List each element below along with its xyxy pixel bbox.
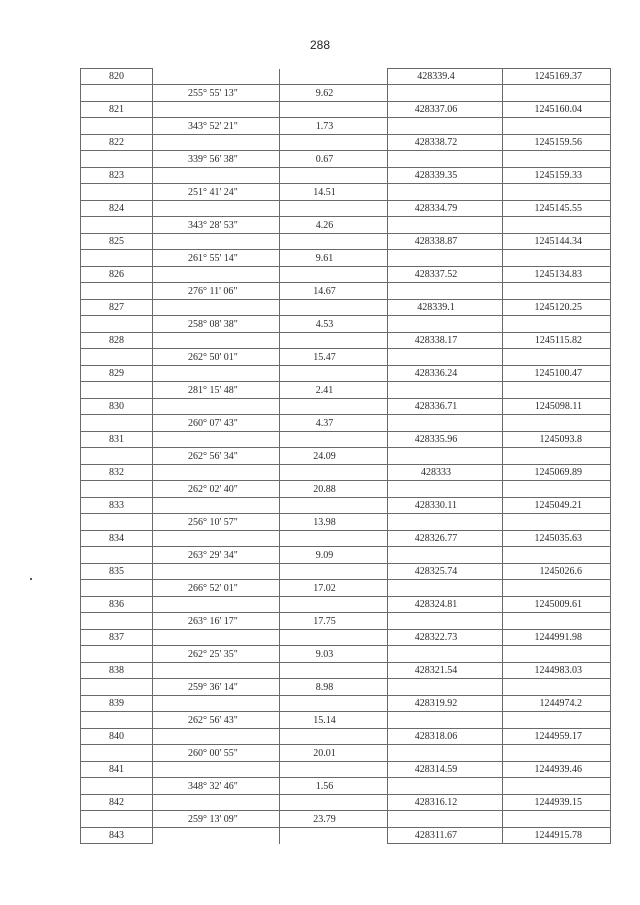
east-coordinate-cell — [503, 151, 611, 168]
north-coordinate-cell: 428325.74 — [388, 564, 503, 580]
north-coordinate-cell: 428319.92 — [388, 696, 503, 712]
point-id-cell: 841 — [81, 762, 153, 778]
table-row-station — [81, 69, 611, 85]
table-row-leg — [81, 151, 611, 168]
table-row-leg — [81, 184, 611, 201]
point-id-cell: 836 — [81, 597, 153, 613]
distance-cell: 24.09 — [280, 448, 388, 465]
point-id-cell — [81, 382, 153, 399]
table-row-station — [81, 795, 611, 811]
table-row-station — [81, 234, 611, 250]
east-coordinate-cell — [503, 316, 611, 333]
north-coordinate-cell: 428316.12 — [388, 795, 503, 811]
distance-cell — [280, 465, 388, 481]
table-row-leg — [81, 415, 611, 432]
east-coordinate-cell: 1244959.17 — [503, 729, 611, 745]
table-row-station — [81, 663, 611, 679]
north-coordinate-cell: 428337.52 — [388, 267, 503, 283]
table-body — [81, 69, 611, 844]
point-id-cell — [81, 547, 153, 564]
bearing-cell: 262° 02' 40" — [153, 481, 280, 498]
distance-cell: 1.73 — [280, 118, 388, 135]
north-coordinate-cell — [388, 811, 503, 828]
distance-cell — [280, 630, 388, 646]
bearing-cell: 259° 13' 09" — [153, 811, 280, 828]
survey-coordinates-table — [80, 68, 611, 844]
east-coordinate-cell: 1245100.47 — [503, 366, 611, 382]
north-coordinate-cell: 428322.73 — [388, 630, 503, 646]
point-id-cell: 835 — [81, 564, 153, 580]
point-id-cell — [81, 712, 153, 729]
bearing-cell — [153, 432, 280, 448]
east-coordinate-cell — [503, 118, 611, 135]
east-coordinate-cell — [503, 184, 611, 201]
point-id-cell — [81, 448, 153, 465]
east-coordinate-cell — [503, 481, 611, 498]
north-coordinate-cell: 428336.24 — [388, 366, 503, 382]
bearing-cell: 258° 08' 38" — [153, 316, 280, 333]
point-id-cell — [81, 679, 153, 696]
bearing-cell — [153, 234, 280, 250]
east-coordinate-cell: 1245098.11 — [503, 399, 611, 415]
bearing-cell — [153, 69, 280, 85]
north-coordinate-cell — [388, 745, 503, 762]
table-row-station — [81, 531, 611, 547]
north-coordinate-cell — [388, 85, 503, 102]
point-id-cell: 842 — [81, 795, 153, 811]
table-row-station — [81, 498, 611, 514]
distance-cell: 4.37 — [280, 415, 388, 432]
point-id-cell — [81, 811, 153, 828]
distance-cell — [280, 696, 388, 712]
bearing-cell: 343° 52' 21" — [153, 118, 280, 135]
distance-cell: 14.51 — [280, 184, 388, 201]
distance-cell — [280, 300, 388, 316]
point-id-cell — [81, 415, 153, 432]
point-id-cell: 820 — [81, 69, 153, 85]
east-coordinate-cell: 1244983.03 — [503, 663, 611, 679]
margin-speck — [30, 578, 32, 580]
north-coordinate-cell: 428336.71 — [388, 399, 503, 415]
bearing-cell — [153, 333, 280, 349]
point-id-cell — [81, 316, 153, 333]
distance-cell: 15.14 — [280, 712, 388, 729]
east-coordinate-cell — [503, 778, 611, 795]
north-coordinate-cell: 428339.35 — [388, 168, 503, 184]
bearing-cell — [153, 729, 280, 745]
east-coordinate-cell — [503, 811, 611, 828]
east-coordinate-cell — [503, 283, 611, 300]
bearing-cell — [153, 399, 280, 415]
bearing-cell — [153, 300, 280, 316]
distance-cell — [280, 366, 388, 382]
point-id-cell — [81, 349, 153, 366]
point-id-cell — [81, 151, 153, 168]
bearing-cell: 259° 36' 14" — [153, 679, 280, 696]
bearing-cell: 263° 16' 17" — [153, 613, 280, 630]
distance-cell: 14.67 — [280, 283, 388, 300]
table-row-station — [81, 432, 611, 448]
table-row-leg — [81, 349, 611, 366]
east-coordinate-cell — [503, 448, 611, 465]
east-coordinate-cell: 1244939.15 — [503, 795, 611, 811]
distance-cell: 4.53 — [280, 316, 388, 333]
point-id-cell: 830 — [81, 399, 153, 415]
point-id-cell: 826 — [81, 267, 153, 283]
bearing-cell — [153, 564, 280, 580]
point-id-cell — [81, 745, 153, 762]
table-row-station — [81, 168, 611, 184]
point-id-cell: 823 — [81, 168, 153, 184]
distance-cell — [280, 795, 388, 811]
table-row-leg — [81, 646, 611, 663]
east-coordinate-cell: 1244991.98 — [503, 630, 611, 646]
point-id-cell — [81, 514, 153, 531]
table-row-leg — [81, 382, 611, 399]
distance-cell — [280, 234, 388, 250]
table-row-leg — [81, 250, 611, 267]
distance-cell: 13.98 — [280, 514, 388, 531]
point-id-cell: 821 — [81, 102, 153, 118]
table-row-station — [81, 300, 611, 316]
north-coordinate-cell — [388, 316, 503, 333]
north-coordinate-cell — [388, 613, 503, 630]
table-row-leg — [81, 118, 611, 135]
table-row-leg — [81, 580, 611, 597]
bearing-cell: 260° 07' 43" — [153, 415, 280, 432]
east-coordinate-cell: 1245049.21 — [503, 498, 611, 514]
point-id-cell — [81, 283, 153, 300]
north-coordinate-cell — [388, 778, 503, 795]
table-row-leg — [81, 712, 611, 729]
east-coordinate-cell: 1244915.78 — [503, 828, 611, 844]
north-coordinate-cell — [388, 547, 503, 564]
east-coordinate-cell — [503, 415, 611, 432]
distance-cell — [280, 432, 388, 448]
point-id-cell: 838 — [81, 663, 153, 679]
bearing-cell: 339° 56' 38" — [153, 151, 280, 168]
point-id-cell: 825 — [81, 234, 153, 250]
distance-cell: 15.47 — [280, 349, 388, 366]
bearing-cell: 262° 50' 01" — [153, 349, 280, 366]
table-row-station — [81, 762, 611, 778]
north-coordinate-cell — [388, 151, 503, 168]
distance-cell — [280, 333, 388, 349]
table-row-leg — [81, 217, 611, 234]
east-coordinate-cell — [503, 679, 611, 696]
east-coordinate-cell: 1245160.04 — [503, 102, 611, 118]
bearing-cell: 343° 28' 53" — [153, 217, 280, 234]
table-row-leg — [81, 745, 611, 762]
bearing-cell — [153, 795, 280, 811]
table-row-station — [81, 333, 611, 349]
distance-cell — [280, 597, 388, 613]
distance-cell — [280, 663, 388, 679]
point-id-cell: 840 — [81, 729, 153, 745]
point-id-cell: 834 — [81, 531, 153, 547]
east-coordinate-cell — [503, 613, 611, 630]
north-coordinate-cell — [388, 514, 503, 531]
distance-cell — [280, 102, 388, 118]
table-row-station — [81, 630, 611, 646]
east-coordinate-cell — [503, 514, 611, 531]
table-row-station — [81, 135, 611, 151]
distance-cell: 9.09 — [280, 547, 388, 564]
bearing-cell: 276° 11' 06" — [153, 283, 280, 300]
table-row-leg — [81, 778, 611, 795]
point-id-cell — [81, 118, 153, 135]
north-coordinate-cell — [388, 481, 503, 498]
north-coordinate-cell — [388, 382, 503, 399]
bearing-cell — [153, 597, 280, 613]
bearing-cell: 256° 10' 57" — [153, 514, 280, 531]
bearing-cell — [153, 465, 280, 481]
bearing-cell — [153, 135, 280, 151]
north-coordinate-cell: 428326.77 — [388, 531, 503, 547]
table-row-leg — [81, 811, 611, 828]
bearing-cell: 262° 25' 35" — [153, 646, 280, 663]
table-row-station — [81, 465, 611, 481]
east-coordinate-cell: 1244939.46 — [503, 762, 611, 778]
east-coordinate-cell — [503, 712, 611, 729]
east-coordinate-cell — [503, 580, 611, 597]
point-id-cell — [81, 217, 153, 234]
bearing-cell — [153, 531, 280, 547]
north-coordinate-cell: 428338.17 — [388, 333, 503, 349]
table-row-leg — [81, 448, 611, 465]
distance-cell — [280, 531, 388, 547]
point-id-cell — [81, 580, 153, 597]
east-coordinate-cell — [503, 547, 611, 564]
point-id-cell — [81, 646, 153, 663]
point-id-cell: 843 — [81, 828, 153, 844]
table-row-station — [81, 564, 611, 580]
distance-cell: 23.79 — [280, 811, 388, 828]
table-row-leg — [81, 514, 611, 531]
north-coordinate-cell: 428338.72 — [388, 135, 503, 151]
table-row-leg — [81, 481, 611, 498]
bearing-cell — [153, 696, 280, 712]
north-coordinate-cell — [388, 184, 503, 201]
distance-cell: 1.56 — [280, 778, 388, 795]
bearing-cell — [153, 498, 280, 514]
point-id-cell — [81, 85, 153, 102]
distance-cell — [280, 135, 388, 151]
distance-cell: 9.61 — [280, 250, 388, 267]
point-id-cell: 827 — [81, 300, 153, 316]
distance-cell — [280, 762, 388, 778]
distance-cell — [280, 69, 388, 85]
north-coordinate-cell: 428337.06 — [388, 102, 503, 118]
north-coordinate-cell — [388, 448, 503, 465]
north-coordinate-cell — [388, 712, 503, 729]
distance-cell: 17.02 — [280, 580, 388, 597]
distance-cell — [280, 267, 388, 283]
distance-cell: 17.75 — [280, 613, 388, 630]
table-row-station — [81, 399, 611, 415]
north-coordinate-cell: 428321.54 — [388, 663, 503, 679]
north-coordinate-cell: 428324.81 — [388, 597, 503, 613]
north-coordinate-cell — [388, 679, 503, 696]
distance-cell: 20.88 — [280, 481, 388, 498]
east-coordinate-cell: 1245115.82 — [503, 333, 611, 349]
east-coordinate-cell: 1245120.25 — [503, 300, 611, 316]
distance-cell: 0.67 — [280, 151, 388, 168]
east-coordinate-cell: 1245026.6 — [503, 564, 611, 580]
bearing-cell: 260° 00' 55" — [153, 745, 280, 762]
bearing-cell: 255° 55' 13" — [153, 85, 280, 102]
table-row-station — [81, 696, 611, 712]
distance-cell — [280, 201, 388, 217]
distance-cell — [280, 828, 388, 844]
table-row-leg — [81, 283, 611, 300]
north-coordinate-cell: 428311.67 — [388, 828, 503, 844]
east-coordinate-cell: 1245145.55 — [503, 201, 611, 217]
distance-cell — [280, 498, 388, 514]
north-coordinate-cell — [388, 349, 503, 366]
distance-cell — [280, 564, 388, 580]
point-id-cell — [81, 184, 153, 201]
north-coordinate-cell — [388, 646, 503, 663]
bearing-cell — [153, 267, 280, 283]
north-coordinate-cell: 428334.79 — [388, 201, 503, 217]
table-row-leg — [81, 613, 611, 630]
table-row-leg — [81, 679, 611, 696]
east-coordinate-cell: 1245159.56 — [503, 135, 611, 151]
north-coordinate-cell — [388, 118, 503, 135]
east-coordinate-cell — [503, 646, 611, 663]
point-id-cell — [81, 481, 153, 498]
table-row-leg — [81, 547, 611, 564]
bearing-cell: 266° 52' 01" — [153, 580, 280, 597]
north-coordinate-cell — [388, 580, 503, 597]
point-id-cell: 824 — [81, 201, 153, 217]
east-coordinate-cell: 1245134.83 — [503, 267, 611, 283]
point-id-cell: 833 — [81, 498, 153, 514]
bearing-cell — [153, 102, 280, 118]
point-id-cell — [81, 250, 153, 267]
north-coordinate-cell: 428339.1 — [388, 300, 503, 316]
bearing-cell: 251° 41' 24" — [153, 184, 280, 201]
distance-cell — [280, 399, 388, 415]
north-coordinate-cell — [388, 217, 503, 234]
point-id-cell: 828 — [81, 333, 153, 349]
bearing-cell — [153, 168, 280, 184]
east-coordinate-cell: 1245169.37 — [503, 69, 611, 85]
table-row-leg — [81, 316, 611, 333]
table-row-station — [81, 828, 611, 844]
bearing-cell — [153, 663, 280, 679]
east-coordinate-cell: 1245159.33 — [503, 168, 611, 184]
point-id-cell: 832 — [81, 465, 153, 481]
north-coordinate-cell: 428338.87 — [388, 234, 503, 250]
bearing-cell — [153, 366, 280, 382]
north-coordinate-cell: 428330.11 — [388, 498, 503, 514]
point-id-cell: 837 — [81, 630, 153, 646]
east-coordinate-cell — [503, 382, 611, 399]
east-coordinate-cell — [503, 349, 611, 366]
table-row-station — [81, 366, 611, 382]
distance-cell — [280, 168, 388, 184]
distance-cell: 8.98 — [280, 679, 388, 696]
east-coordinate-cell: 1244974.2 — [503, 696, 611, 712]
bearing-cell: 348° 32' 46" — [153, 778, 280, 795]
north-coordinate-cell: 428318.06 — [388, 729, 503, 745]
north-coordinate-cell: 428314.59 — [388, 762, 503, 778]
bearing-cell: 263° 29' 34" — [153, 547, 280, 564]
north-coordinate-cell: 428339.4 — [388, 69, 503, 85]
table-row-station — [81, 597, 611, 613]
point-id-cell: 831 — [81, 432, 153, 448]
distance-cell: 2.41 — [280, 382, 388, 399]
bearing-cell — [153, 762, 280, 778]
east-coordinate-cell — [503, 745, 611, 762]
distance-cell — [280, 729, 388, 745]
east-coordinate-cell: 1245009.61 — [503, 597, 611, 613]
east-coordinate-cell: 1245035.63 — [503, 531, 611, 547]
point-id-cell: 822 — [81, 135, 153, 151]
distance-cell: 9.62 — [280, 85, 388, 102]
east-coordinate-cell: 1245144.34 — [503, 234, 611, 250]
bearing-cell — [153, 630, 280, 646]
table-row-station — [81, 267, 611, 283]
point-id-cell: 829 — [81, 366, 153, 382]
east-coordinate-cell — [503, 250, 611, 267]
table-row-station — [81, 201, 611, 217]
east-coordinate-cell — [503, 85, 611, 102]
north-coordinate-cell — [388, 283, 503, 300]
north-coordinate-cell: 428335.96 — [388, 432, 503, 448]
bearing-cell: 281° 15' 48" — [153, 382, 280, 399]
bearing-cell: 262° 56' 34" — [153, 448, 280, 465]
bearing-cell: 261° 55' 14" — [153, 250, 280, 267]
north-coordinate-cell: 428333 — [388, 465, 503, 481]
bearing-cell — [153, 828, 280, 844]
north-coordinate-cell — [388, 415, 503, 432]
page-number: 288 — [309, 38, 331, 52]
bearing-cell: 262° 56' 43" — [153, 712, 280, 729]
distance-cell: 20.01 — [280, 745, 388, 762]
point-id-cell — [81, 613, 153, 630]
north-coordinate-cell — [388, 250, 503, 267]
point-id-cell — [81, 778, 153, 795]
table-row-station — [81, 729, 611, 745]
distance-cell: 4.26 — [280, 217, 388, 234]
east-coordinate-cell: 1245093.8 — [503, 432, 611, 448]
table-row-station — [81, 102, 611, 118]
distance-cell: 9.03 — [280, 646, 388, 663]
bearing-cell — [153, 201, 280, 217]
east-coordinate-cell: 1245069.89 — [503, 465, 611, 481]
east-coordinate-cell — [503, 217, 611, 234]
table-row-leg — [81, 85, 611, 102]
point-id-cell: 839 — [81, 696, 153, 712]
